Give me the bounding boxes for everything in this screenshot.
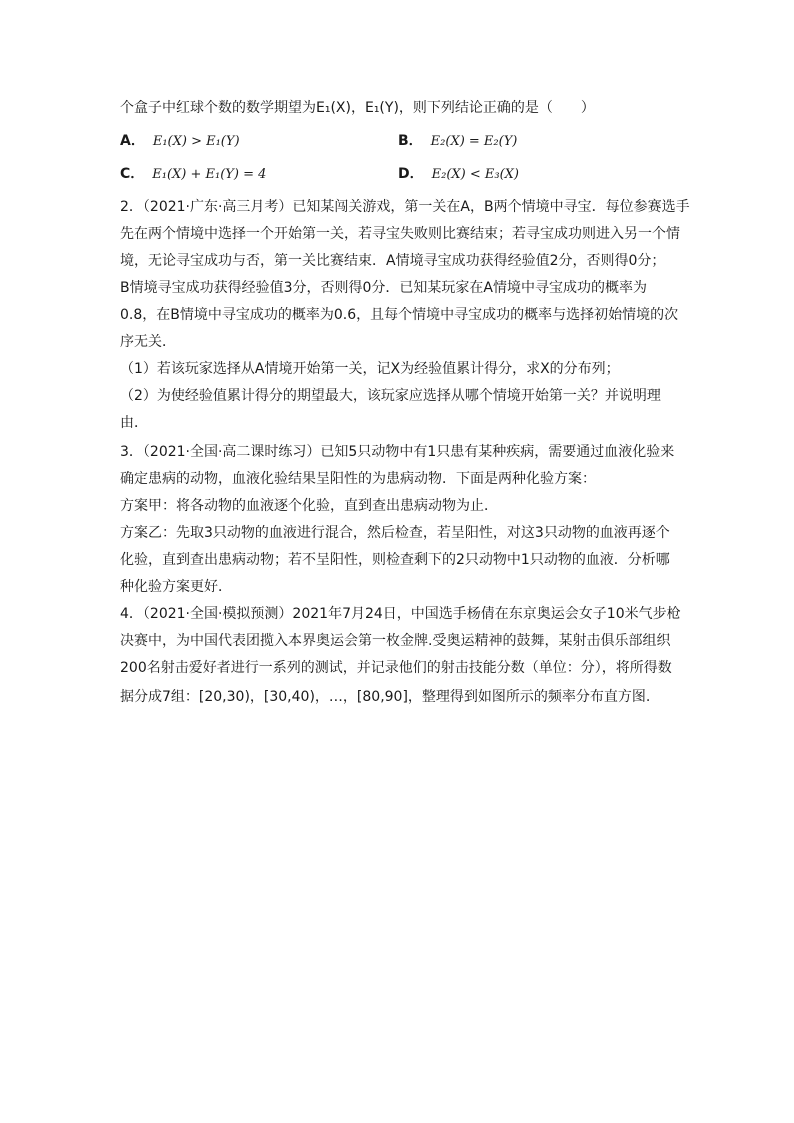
q3-line: 化验，直到查出患病动物；若不呈阳性，则检查剩下的2只动物中1只动物的血液．分析哪 <box>120 552 670 568</box>
option-label: C． <box>120 166 145 182</box>
q2-line: B情境寻宝成功获得经验值3分，否则得0分．已知某玩家在A情境中寻宝成功的概率为 <box>120 280 647 296</box>
q2-line: 境，无论寻宝成功与否，第一关比赛结束．A情境寻宝成功获得经验值2分，否则得0分； <box>120 253 666 269</box>
q3-line: 种化验方案更好． <box>120 579 232 595</box>
option-text: E₂(X) < E₃(X) <box>431 167 519 182</box>
q3-plan-b: 方案乙：先取3只动物的血液进行混合，然后检查，若呈阳性，对这3只动物的血液再逐个 <box>120 525 670 541</box>
q1-intro: 个盒子中红球个数的数学期望为E₁(X)，E₁(Y)，则下列结论正确的是（ ） <box>120 100 595 116</box>
q1-option-d <box>398 164 519 185</box>
q3-plan-a: 方案甲：将各动物的血液逐个化验，直到查出患病动物为止． <box>120 498 498 514</box>
q2-line: 2．（2021·广东·高三月考）已知某闯关游戏，第一关在A，B两个情境中寻宝．每位参赛选手 <box>120 199 690 215</box>
q1-option-c <box>120 164 266 185</box>
q4-line: 决赛中，为中国代表团揽入本界奥运会第一枚金牌.受奥运精神的鼓舞，某射击俱乐部组织 <box>120 633 671 649</box>
q2-subquestion-2: （2）为使经验值累计得分的期望最大，该玩家应选择从哪个情境开始第一关？并说明理 <box>120 388 661 404</box>
q3-line: 确定患病的动物，血液化验结果呈阳性的为患病动物．下面是两种化验方案： <box>120 471 596 487</box>
q4-line: 200名射击爱好者进行一系列的测试，并记录他们的射击技能分数（单位：分），将所得数 <box>120 660 672 676</box>
q4-line: 4．（2021·全国·模拟预测）2021年7月24日，中国选手杨倩在东京奥运会女子10米气步枪 <box>120 606 681 622</box>
q1-option-a <box>120 131 240 152</box>
q2-subquestion-1: （1）若该玩家选择从A情境开始第一关，记X为经验值累计得分，求X的分布列； <box>120 361 620 377</box>
q1-option-b <box>398 131 517 152</box>
option-text: E₁(X) > E₁(Y) <box>152 134 240 149</box>
option-label: A． <box>120 133 145 149</box>
q2-line: 先在两个情境中选择一个开始第一关，若寻宝失败则比赛结束；若寻宝成功则进入另一个情 <box>120 226 680 242</box>
option-label: B． <box>398 133 423 149</box>
q3-line: 3．（2021·全国·高二课时练习）已知5只动物中有1只患有某种疾病，需要通过血液化验来 <box>120 444 675 460</box>
q2-line: 由． <box>120 415 148 431</box>
q2-line: 0.8，在B情境中寻宝成功的概率为0.6，且每个情境中寻宝成功的概率与选择初始情境的次 <box>120 307 679 323</box>
option-text: E₁(X) + E₁(Y) = 4 <box>152 167 267 182</box>
option-label: D． <box>398 166 424 182</box>
q4-line: 据分成7组：[20,30)，[30,40)，…，[80,90]，整理得到如图所示的频率分布直方图. <box>120 689 651 705</box>
q2-line: 序无关． <box>120 334 176 350</box>
option-text: E₂(X) = E₂(Y) <box>430 134 518 149</box>
